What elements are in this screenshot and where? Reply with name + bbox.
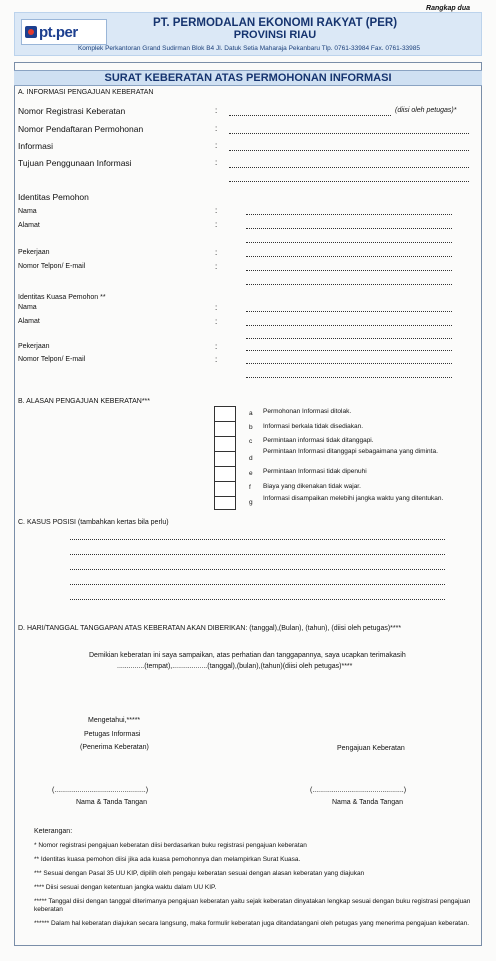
option-letter: g [249, 499, 253, 506]
field-telepon-2[interactable] [246, 284, 452, 285]
option-letter: c [249, 438, 253, 445]
colon: : [215, 141, 218, 150]
option-letter: d [249, 455, 253, 462]
company-address: Komplek Perkantoran Grand Sudirman Blok B4 Jl. Datuk Setia Maharaja Pekanbaru Tlp. 0761-33984 Fax. 0761-33985 [77, 45, 421, 52]
pengajuan-label: Pengajuan Keberatan [337, 745, 405, 752]
checkbox-g[interactable] [214, 496, 236, 510]
checkbox-b[interactable] [214, 421, 236, 437]
field-kasus-4[interactable] [70, 584, 445, 585]
colon: : [215, 303, 218, 312]
field-kasus-2[interactable] [70, 554, 445, 555]
label-nomor-pendaftaran: Nomor Pendaftaran Permohonan [18, 124, 144, 134]
petugas-label: Petugas Informasi [84, 731, 141, 738]
note-6: ****** Dalam hal keberatan diajukan secara langsung, maka formulir keberatan juga ditandatangani oleh petugas yang menerima pengajuan keberatan. [34, 920, 470, 927]
colon: : [215, 220, 218, 229]
closing-statement: Demikian keberatan ini saya sampaikan, atas perhatian dan tanggapannya, saya ucapkan terimakasih [89, 652, 406, 659]
place-date-line[interactable]: ..............(tempat),..................(tanggal),(bulan),(tahun)(diisi oleh petugas)**** [117, 663, 353, 670]
field-tujuan-2[interactable] [229, 181, 469, 182]
colon: : [215, 206, 218, 215]
label-telepon-kuasa: Nomor Telpon/ E-mail [18, 356, 86, 363]
field-alamat-2[interactable] [246, 242, 452, 243]
colon: : [215, 248, 218, 257]
colon: : [215, 262, 218, 271]
label-telepon: Nomor Telpon/ E-mail [18, 263, 86, 270]
rangkap-label: Rangkap dua [426, 5, 470, 12]
checkbox-c[interactable] [214, 436, 236, 452]
label-alamat-kuasa: Alamat [18, 318, 40, 325]
field-alamat-kuasa-1[interactable] [246, 325, 452, 326]
logo-icon [25, 26, 37, 38]
field-alamat-kuasa-2[interactable] [246, 338, 452, 339]
signature-right[interactable]: (...............................................) [310, 787, 407, 794]
label-identitas-kuasa: Identitas Kuasa Pemohon ** [18, 294, 106, 301]
mengetahui-label: Mengetahui,***** [88, 717, 141, 724]
label-alamat: Alamat [18, 222, 40, 229]
field-kasus-3[interactable] [70, 569, 445, 570]
field-informasi[interactable] [229, 150, 469, 151]
keterangan-heading: Keterangan: [34, 828, 73, 835]
option-text: Permintaan informasi tidak ditanggapi. [263, 437, 374, 444]
colon: : [215, 124, 218, 133]
field-nama-kuasa[interactable] [246, 311, 452, 312]
note-4: **** Diisi sesuai dengan ketentuan jangka waktu dalam UU KIP. [34, 884, 217, 891]
field-telepon-kuasa-1[interactable] [246, 363, 452, 364]
label-pekerjaan: Pekerjaan [18, 249, 50, 256]
field-alamat-1[interactable] [246, 228, 452, 229]
field-nomor-pendaftaran[interactable] [229, 133, 469, 134]
penerima-label: (Penerima Keberatan) [80, 744, 149, 751]
option-letter: a [249, 410, 253, 417]
checkbox-e[interactable] [214, 466, 236, 482]
label-informasi: Informasi [18, 141, 53, 151]
option-text: Permohonan Informasi ditolak. [263, 408, 352, 415]
label-identitas-pemohon: Identitas Pemohon [18, 192, 89, 202]
colon: : [215, 342, 218, 351]
section-a-heading: A. INFORMASI PENGAJUAN KEBERATAN [18, 89, 154, 96]
option-text: Informasi berkala tidak disediakan. [263, 423, 364, 430]
label-nama: Nama [18, 208, 37, 215]
field-pekerjaan-kuasa[interactable] [246, 350, 452, 351]
field-telepon-1[interactable] [246, 270, 452, 271]
section-c-heading: C. KASUS POSISI (tambahkan kertas bila perlu) [18, 519, 169, 526]
label-tujuan: Tujuan Penggunaan Informasi [18, 158, 132, 168]
option-text: Biaya yang dikenakan tidak wajar. [263, 483, 361, 490]
field-pekerjaan[interactable] [246, 256, 452, 257]
colon: : [215, 106, 218, 115]
colon: : [215, 317, 218, 326]
checkbox-f[interactable] [214, 481, 236, 497]
note-3: *** Sesuai dengan Pasal 35 UU KIP, dipilih oleh pengaju keberatan sesuai dengan alasan keberatan yang diajukan [34, 870, 365, 877]
note-2: ** Identitas kuasa pemohon diisi jika ada kuasa pemohonnya dan melampirkan Surat Kuasa. [34, 856, 301, 863]
option-text: Permintaan Informasi tidak dipenuhi [263, 468, 367, 475]
section-d-heading: D. HARI/TANGGAL TANGGAPAN ATAS KEBERATAN AKAN DIBERIKAN: (tanggal),(Bulan), (tahun), (diisi oleh petugas)**** [18, 625, 402, 632]
company-name: PT. PERMODALAN EKONOMI RAKYAT (PER) [152, 17, 398, 29]
option-letter: f [249, 484, 251, 491]
label-pekerjaan-kuasa: Pekerjaan [18, 343, 50, 350]
logo-text: pt.per [39, 23, 78, 41]
field-nama[interactable] [246, 214, 452, 215]
option-text: Permintaan Informasi ditanggapi sebagaimana yang diminta. [263, 448, 438, 455]
field-telepon-kuasa-2[interactable] [246, 377, 452, 378]
form-title: SURAT KEBERATAN ATAS PERMOHONAN INFORMASI [14, 70, 482, 86]
signature-left[interactable]: (...............................................) [52, 787, 149, 794]
note-5: ***** Tanggal diisi dengan tanggal diterimanya pengajuan keberatan yaitu sejak keberatan dinyatakan lengkap sesuai dengan buku registrasi pengajuan keberatan [34, 898, 471, 913]
nama-ttd-right: Nama & Tanda Tangan [332, 799, 403, 806]
option-text: Informasi disampaikan melebihi jangka waktu yang ditentukan. [263, 495, 444, 502]
label-nomor-registrasi: Nomor Registrasi Keberatan [18, 106, 126, 116]
note-1: * Nomor registrasi pengajuan keberatan diisi berdasarkan buku registrasi pengajuan keberatan [34, 842, 307, 849]
option-letter: b [249, 424, 253, 431]
field-nomor-registrasi[interactable] [229, 115, 391, 116]
checkbox-d[interactable] [214, 451, 236, 467]
letterhead [14, 12, 482, 56]
colon: : [215, 158, 218, 167]
section-b-heading: B. ALASAN PENGAJUAN KEBERATAN*** [18, 398, 151, 405]
nama-ttd-left: Nama & Tanda Tangan [76, 799, 147, 806]
field-kasus-1[interactable] [70, 539, 445, 540]
option-letter: e [249, 470, 253, 477]
colon: : [215, 355, 218, 364]
label-nama-kuasa: Nama [18, 304, 37, 311]
field-kasus-5[interactable] [70, 599, 445, 600]
field-tujuan-1[interactable] [229, 167, 469, 168]
diisi-petugas-note: (diisi oleh petugas)* [395, 107, 457, 114]
checkbox-a[interactable] [214, 406, 236, 422]
company-logo [21, 19, 107, 45]
province-name: PROVINSI RIAU [233, 29, 317, 41]
